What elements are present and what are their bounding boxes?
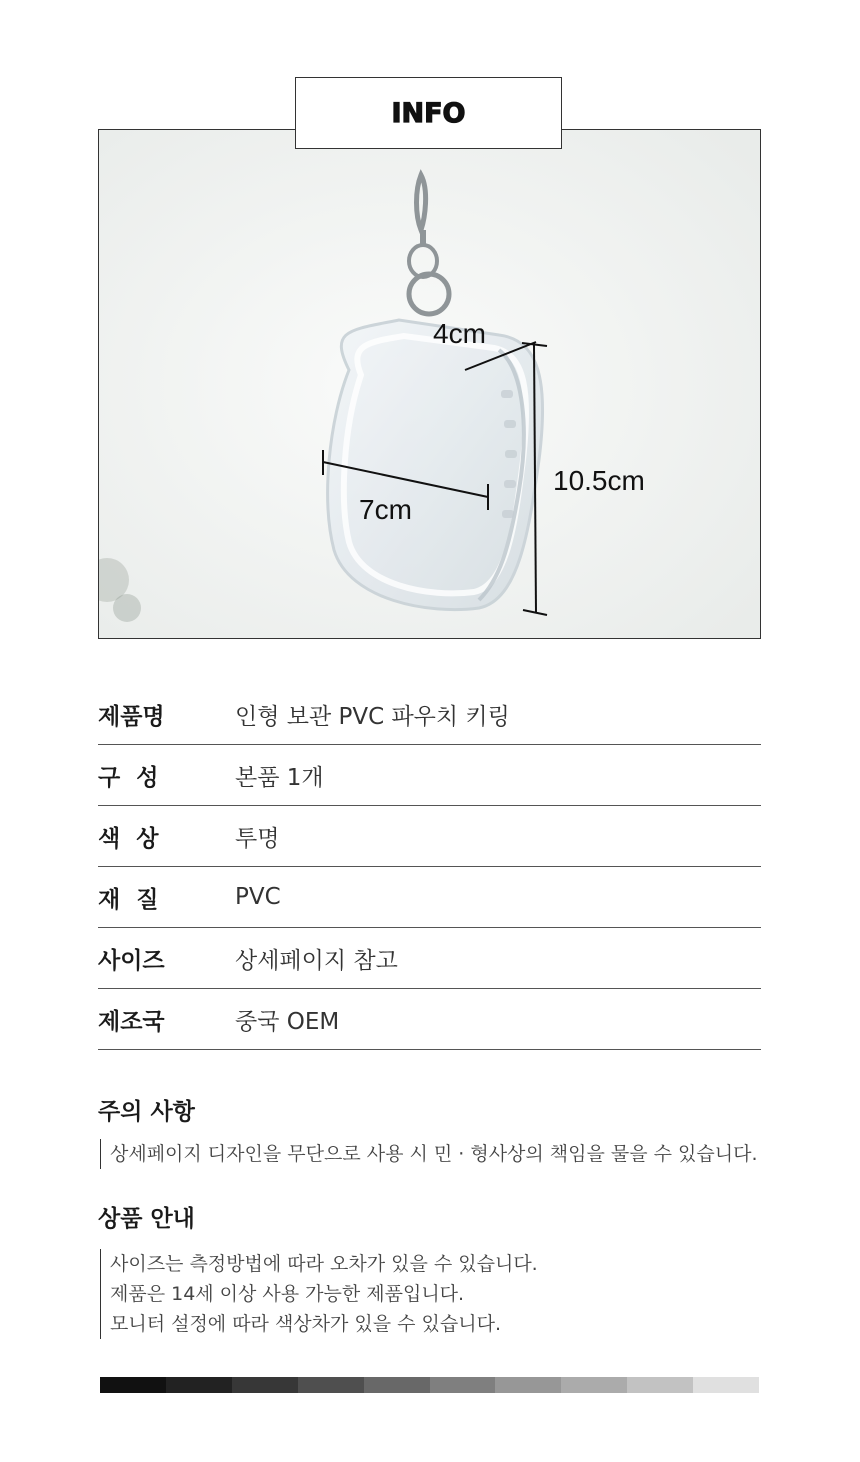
gray-swatch xyxy=(495,1377,561,1393)
height-label: 10.5cm xyxy=(553,465,645,496)
spec-table xyxy=(98,685,761,1050)
guide-line: 모니터 설정에 따라 색상차가 있을 수 있습니다. xyxy=(110,1313,502,1335)
gray-swatch xyxy=(232,1377,298,1393)
pouch-icon xyxy=(328,320,543,610)
spec-row-color xyxy=(98,806,761,867)
caution-line: 상세페이지 디자인을 무단으로 사용 시 민 · 형사상의 책임을 물을 수 있습니다. xyxy=(110,1143,758,1165)
gray-swatch xyxy=(100,1377,166,1393)
gray-swatch xyxy=(298,1377,364,1393)
spec-value: 상세페이지 참고 xyxy=(235,947,398,974)
spec-row-origin xyxy=(98,989,761,1050)
spec-label: 사이즈 xyxy=(98,947,165,974)
product-illustration xyxy=(99,130,761,639)
spec-row-name xyxy=(98,685,761,745)
guide-title: 상품 안내 xyxy=(98,1206,195,1232)
spec-label: 구 성 xyxy=(98,764,159,791)
spec-value: 중국 OEM xyxy=(235,1008,340,1035)
gray-swatch xyxy=(693,1377,759,1393)
width-label: 7cm xyxy=(359,494,412,525)
spec-label: 제품명 xyxy=(98,704,165,730)
spec-row-size xyxy=(98,928,761,989)
guide-note xyxy=(100,1249,538,1339)
depth-label: 4cm xyxy=(433,318,486,349)
gray-swatch xyxy=(364,1377,430,1393)
guide-line: 사이즈는 측정방법에 따라 오차가 있을 수 있습니다. xyxy=(110,1253,538,1275)
grayscale-bar xyxy=(100,1377,759,1393)
gray-swatch xyxy=(430,1377,496,1393)
guide-line: 제품은 14세 이상 사용 가능한 제품입니다. xyxy=(110,1283,465,1305)
spec-value: 투명 xyxy=(235,825,280,852)
spec-label: 색 상 xyxy=(98,825,159,852)
gray-swatch xyxy=(166,1377,232,1393)
spec-label: 재 질 xyxy=(98,886,159,913)
info-tab xyxy=(295,77,562,149)
spec-label: 제조국 xyxy=(98,1008,165,1035)
spec-value: PVC xyxy=(235,884,281,910)
info-title: INFO xyxy=(391,97,466,129)
gray-swatch xyxy=(627,1377,693,1393)
spec-row-material xyxy=(98,867,761,928)
caution-note xyxy=(100,1139,758,1169)
spec-value: 본품 1개 xyxy=(235,764,324,791)
product-photo xyxy=(98,129,761,639)
gray-swatch xyxy=(561,1377,627,1393)
spec-row-composition xyxy=(98,745,761,806)
spec-value: 인형 보관 PVC 파우치 키링 xyxy=(235,704,510,730)
caution-title: 주의 사항 xyxy=(98,1099,195,1125)
